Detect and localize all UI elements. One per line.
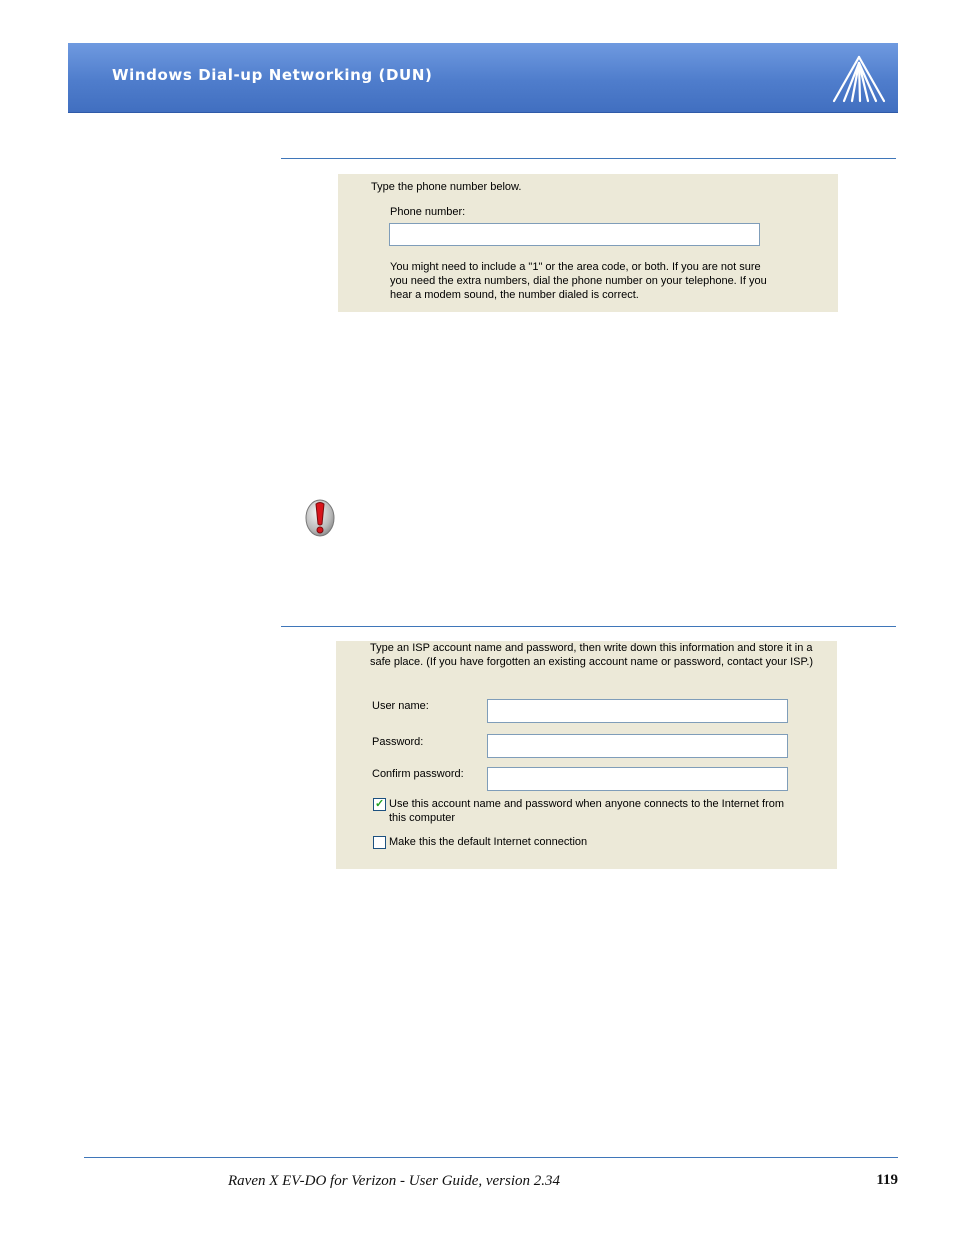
phone-note-line-3: hear a modem sound, the number dialed is correct. xyxy=(390,289,639,301)
phone-number-panel xyxy=(338,174,838,312)
use-account-label-line-1: Use this account name and password when anyone connects to the Internet from xyxy=(389,798,785,810)
use-account-checkbox[interactable] xyxy=(373,798,386,811)
exclamation-warning-icon xyxy=(304,498,336,538)
confirm-password-label: Confirm password: xyxy=(372,768,464,780)
password-input[interactable] xyxy=(487,734,788,758)
isp-account-panel xyxy=(336,641,837,869)
username-input[interactable] xyxy=(487,699,788,723)
phone-instruction: Type the phone number below. xyxy=(371,181,522,193)
confirm-password-input[interactable] xyxy=(487,767,788,791)
page-number: 119 xyxy=(876,1172,898,1188)
password-label: Password: xyxy=(372,736,424,748)
phone-number-label: Phone number: xyxy=(390,206,466,218)
footer-rule xyxy=(84,1157,898,1158)
section-rule xyxy=(281,158,896,159)
phone-note-line-1: You might need to include a "1" or the area code, or both. If you are not sure xyxy=(390,261,761,273)
default-connection-checkbox[interactable] xyxy=(373,836,386,849)
account-instruction-line-2: safe place. (If you have forgotten an existing account name or password, contact your ISP.) xyxy=(370,656,814,668)
use-account-label-line-2: this computer xyxy=(389,812,456,824)
checkmark-icon: ✓ xyxy=(375,798,385,810)
footer-title: Raven X EV-DO for Verizon - User Guide, version 2.34 xyxy=(228,1173,561,1189)
header-title: Windows Dial-up Networking (DUN) xyxy=(112,66,433,84)
phone-note-line-2: you need the extra numbers, dial the phone number on your telephone. If you xyxy=(390,275,767,287)
default-connection-label: Make this the default Internet connection xyxy=(389,836,588,848)
header-band xyxy=(68,43,898,113)
username-label: User name: xyxy=(372,700,429,712)
section-rule xyxy=(281,626,896,627)
account-instruction-line-1: Type an ISP account name and password, then write down this information and store it in a xyxy=(370,642,813,654)
raven-airlink-logo-icon xyxy=(830,53,888,105)
phone-number-input[interactable] xyxy=(389,223,760,246)
